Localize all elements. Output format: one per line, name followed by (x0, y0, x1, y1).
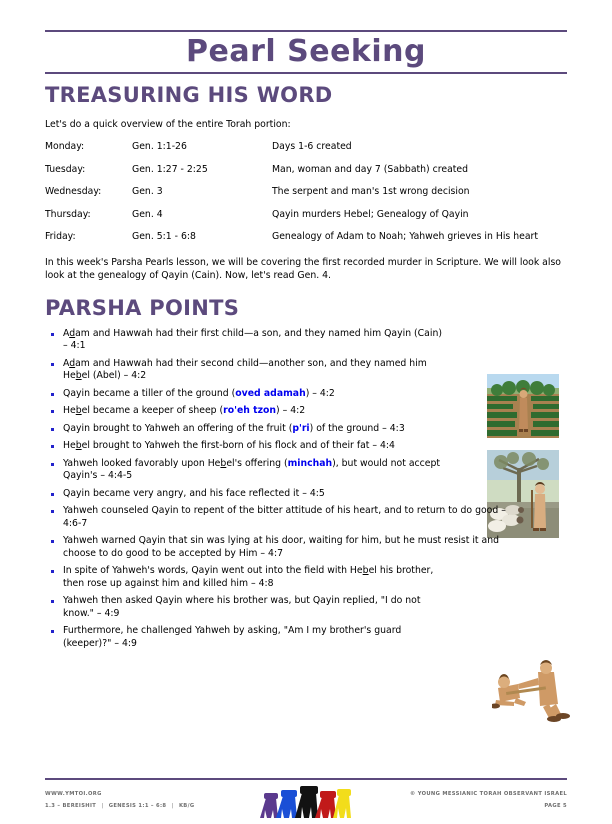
table-row (45, 231, 567, 254)
murder-scene-illustration (492, 660, 580, 722)
page-footer (45, 778, 567, 822)
footer-initials: KB/G (178, 803, 195, 809)
list-item: Yahweh looked favorably upon Hebel's offering (minchah), but would not accept Qayin's – 4:4-5 (45, 458, 445, 483)
stress-letter: b (75, 370, 82, 381)
schedule-description: The serpent and man's 1st wrong decision (272, 186, 470, 197)
hebrew-term: ro'eh tzon (223, 405, 277, 416)
stress-letter: d (69, 357, 76, 369)
list-item: Yahweh counseled Qayin to repent of the bitter attitude of his heart, and to return to do good – 4:6-7 (45, 505, 520, 530)
list-item: Qayin became very angry, and his face reflected it – 4:5 (45, 488, 520, 501)
footer-page-number: PAGE 5 (544, 803, 567, 809)
list-item: Hebel brought to Yahweh the first-born of his flock and of their fat – 4:4 (45, 440, 520, 453)
title-rule-bottom (45, 72, 567, 74)
list-item: Qayin became a tiller of the ground (oved adamah) – 4:2 (45, 388, 475, 401)
list-item: Furthermore, he challenged Yahweh by asking, "Am I my brother's guard (keeper)?" – 4:9 (45, 625, 445, 650)
schedule-description: Qayin murders Hebel; Genealogy of Qayin (272, 208, 469, 220)
schedule-reference: Gen. 4 (132, 208, 163, 220)
schedule-body (45, 141, 567, 254)
parsha-points-list (45, 328, 567, 651)
schedule-day: Tuesday: (45, 163, 86, 175)
footer-lesson-meta (45, 800, 194, 812)
schedule-day: Wednesday: (45, 186, 102, 197)
footer-copyright: © YOUNG MESSIANIC TORAH OBSERVANT ISRAEL (410, 791, 567, 797)
list-item: Yahweh warned Qayin that sin was lying at his door, waiting for him, but he must resist it and choose to do good to be accepted by Him – 4:7 (45, 535, 520, 560)
footer-separator: | (171, 803, 174, 809)
schedule-reference: Gen. 3 (132, 186, 163, 197)
table-row (45, 141, 567, 164)
footer-scripture-range: GENESIS 1:1 – 6:8 (108, 803, 167, 809)
list-item: Adam and Hawwah had their second child—another son, and they named him Hebel (Abel) – 4:2 (45, 358, 445, 383)
list-item: In spite of Yahweh's words, Qayin went out into the field with Hebel his brother, then rose up against him and killed him – 4:8 (45, 565, 445, 590)
treasuring-summary-paragraph: In this week's Parsha Pearls lesson, we will be covering the first recorded murder in Scripture. We will look also look at the genealogy of Qayin (Cain). Now, let's read Gen. 4. (45, 256, 561, 281)
schedule-day: Monday: (45, 141, 85, 152)
hebrew-term: minchah (287, 457, 333, 469)
footer-lesson-id: 1.3 – BEREISHIT (45, 803, 97, 809)
section-heading-parsha-points: PARSHA POINTS (45, 295, 240, 320)
page-title: Pearl Seeking (186, 34, 426, 69)
footer-rule (45, 778, 567, 780)
hebrew-term: p'ri (292, 422, 310, 434)
footer-separator: | (101, 803, 104, 809)
table-row (45, 164, 567, 187)
list-item: Qayin brought to Yahweh an offering of the fruit (p'ri) of the ground – 4:3 (45, 423, 520, 436)
list-item: Yahweh then asked Qayin where his brother was, but Qayin replied, "I do not know." – 4:9 (45, 595, 445, 620)
stress-letter: d (69, 327, 76, 339)
schedule-description: Days 1-6 created (272, 141, 352, 152)
stress-letter: b (362, 565, 369, 576)
schedule-reference: Gen. 5:1 - 6:8 (132, 231, 196, 242)
schedule-reference: Gen. 1:27 - 2:25 (132, 163, 208, 175)
footer-website[interactable]: WWW.YMTOI.ORG (45, 791, 102, 797)
stress-letter: b (220, 457, 227, 469)
table-row (45, 186, 567, 209)
stress-letter: b (75, 405, 82, 416)
torah-portion-schedule-table (45, 141, 567, 254)
document-page (0, 30, 612, 822)
table-row (45, 209, 567, 232)
schedule-description: Man, woman and day 7 (Sabbath) created (272, 163, 469, 175)
schedule-day: Thursday: (45, 208, 91, 220)
footer-body (45, 788, 567, 822)
schedule-day: Friday: (45, 231, 76, 242)
treasuring-intro-text: Let's do a quick overview of the entire Torah portion: (45, 119, 291, 130)
stress-letter: b (75, 440, 82, 451)
ymtoi-logo-icon (260, 784, 352, 824)
section-heading-treasuring: TREASURING HIS WORD (45, 83, 333, 107)
schedule-description: Genealogy of Adam to Noah; Yahweh grieves in His heart (272, 231, 538, 242)
list-item: Hebel became a keeper of sheep (ro'eh tzon) – 4:2 (45, 405, 475, 418)
hebrew-term: oved adamah (235, 387, 306, 399)
list-item: Adam and Hawwah had their first child—a son, and they named him Qayin (Cain) – 4:1 (45, 328, 445, 353)
schedule-reference: Gen. 1:1-26 (132, 141, 187, 152)
